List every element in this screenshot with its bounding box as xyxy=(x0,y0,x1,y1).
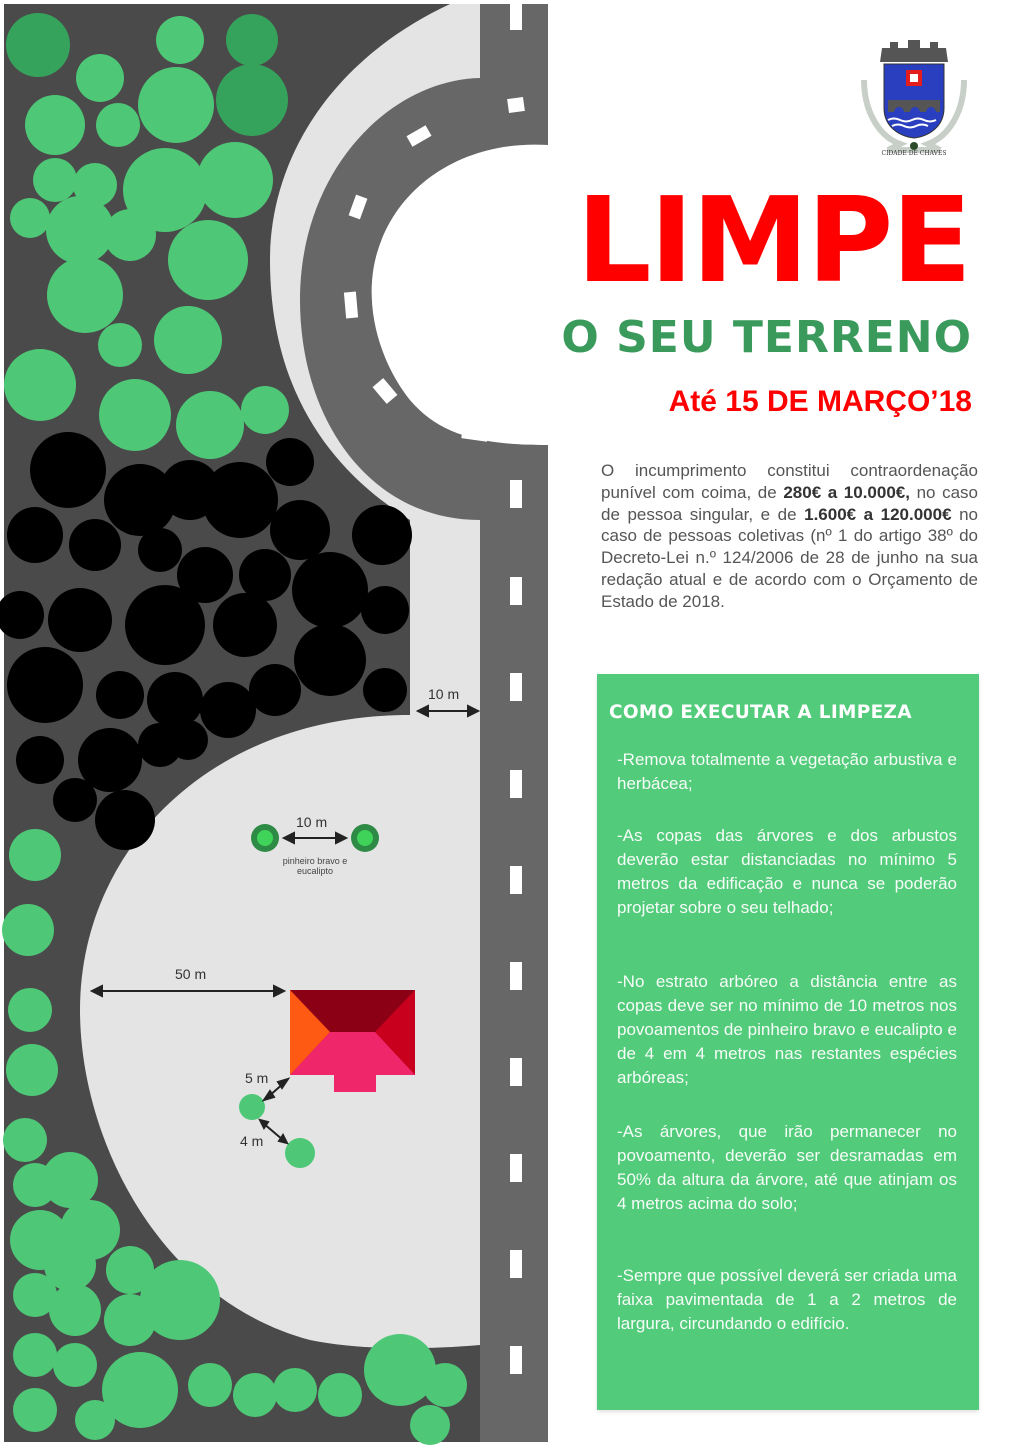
fine-collective: 1.600€ a 120.000€ xyxy=(804,504,952,524)
instruction-item: -Remova totalmente a vegetação arbustiva e herbácea; xyxy=(617,750,957,793)
instruction-item: -As árvores, que irão permanecer no povoamento, deverão ser desramadas em 50% da altura da árvore, até que atinjam os 4 metros acima do solo; xyxy=(617,1122,957,1213)
crest-icon xyxy=(860,38,968,164)
instruction-item: -No estrato arbóreo a distância entre as copas deve ser no mínimo de 10 metros nos povoamentos de pinheiro bravo e eucalipto e de 4 em 4 metros nas restantes espécies arbóreas; xyxy=(617,972,957,1087)
page-subtitle: O SEU TERRENO xyxy=(561,312,972,363)
fine-notice xyxy=(601,460,978,613)
tree-spacing-label: 10 m xyxy=(296,814,328,830)
road-distance-label: 10 m xyxy=(428,686,460,702)
house-clearance-label: 50 m xyxy=(175,966,207,982)
crest-caption: CIDADE DE CHAVES xyxy=(881,150,947,157)
house-tree-distance-label: 5 m xyxy=(245,1070,269,1086)
notice-text-1: O incumprimento constitui contraordenação punível com coima, de xyxy=(601,461,978,502)
instructions-heading: COMO EXECUTAR A LIMPEZA xyxy=(609,702,912,723)
notice-text-2: no caso de pessoa singular, e de xyxy=(601,482,979,524)
chaves-coat-of-arms xyxy=(860,38,968,164)
page-title: LIMPE xyxy=(576,171,970,309)
instructions-panel xyxy=(597,674,979,1410)
tree-tree-distance-label: 4 m xyxy=(240,1133,264,1149)
tree-spacing-caption: pinheiro bravo e eucalipto xyxy=(282,856,348,876)
instruction-item: -Sempre que possível deverá ser criada uma faixa pavimentada de 1 a 2 metros de largura, circundando o edifício. xyxy=(617,1266,957,1333)
fine-individual: 280€ a 10.000€, xyxy=(783,482,910,502)
instruction-item: -As copas das árvores e dos arbustos deverão estar distanciadas no mínimo 5 metros da edificação e nunca se poderão projetar sobre o seu telhado; xyxy=(617,826,957,917)
deadline-text: Até 15 DE MARÇO’18 xyxy=(668,385,972,418)
notice-text-3: no caso de pessoas coletivas (nº 1 do artigo 38º do Decreto-Lei n.º 124/2006 de 28 de junho na sua redação atual e de acordo com o Orçamento de Estado de 2018. xyxy=(601,504,978,611)
